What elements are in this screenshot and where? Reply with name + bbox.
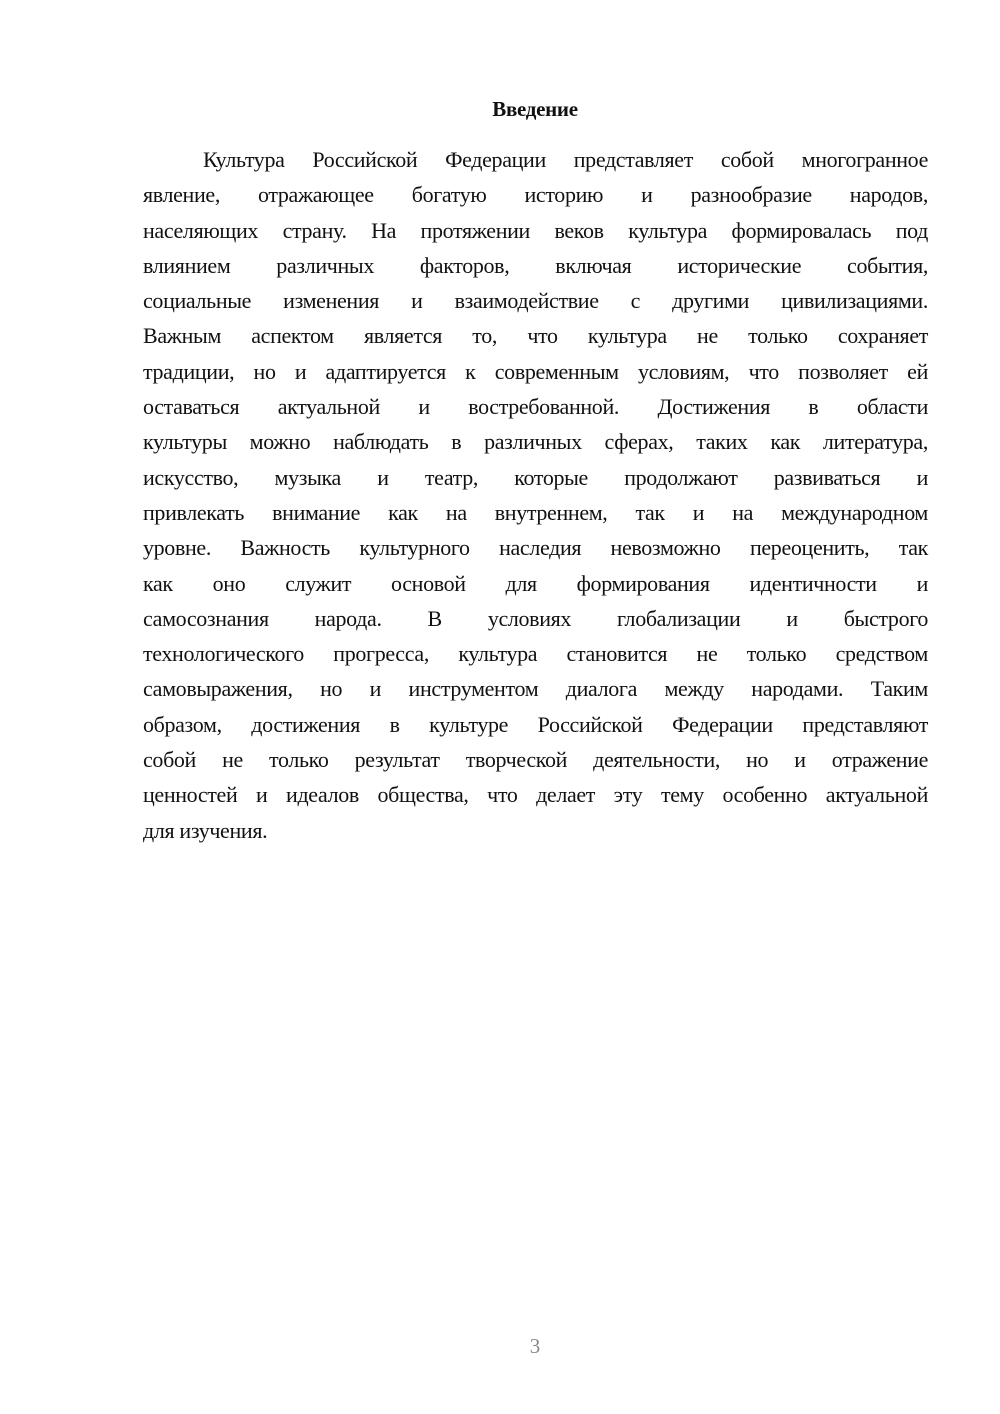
paragraph-line: технологического прогресса, культура становится не только средством: [143, 641, 928, 667]
paragraph-line: Культура Российской Федерации представляет собой многогранное: [203, 147, 928, 172]
page-number: 3: [529, 1334, 541, 1358]
intro-paragraph: [143, 142, 928, 848]
paragraph-line: традиции, но и адаптируется к современным условиям, что позволяет ей: [143, 358, 928, 384]
paragraph-line: влиянием различных факторов, включая исторические события,: [143, 252, 928, 278]
paragraph-line: культуры можно наблюдать в различных сферах, таких как литература,: [143, 429, 928, 455]
paragraph-line: искусство, музыка и театр, которые продолжают развиваться и: [143, 464, 928, 490]
paragraph-line: образом, достижения в культуре Российской Федерации представляют: [143, 711, 928, 737]
paragraph-line: оставаться актуальной и востребованной. Достижения в области: [143, 394, 928, 420]
section-heading: Введение: [492, 97, 578, 121]
paragraph-line: самосознания народа. В условиях глобализации и быстрого: [143, 605, 928, 631]
paragraph-line: для изучения.: [143, 817, 268, 843]
paragraph-line: населяющих страну. На протяжении веков культура формировалась под: [143, 217, 928, 243]
paragraph-line: социальные изменения и взаимодействие с другими цивилизациями.: [143, 288, 928, 314]
paragraph-line: ценностей и идеалов общества, что делает эту тему особенно актуальной: [143, 782, 928, 808]
paragraph-line: как оно служит основой для формирования идентичности и: [143, 570, 928, 596]
paragraph-line: самовыражения, но и инструментом диалога между народами. Таким: [143, 676, 928, 702]
paragraph-line: явление, отражающее богатую историю и разнообразие народов,: [143, 182, 928, 208]
paragraph-line: привлекать внимание как на внутреннем, так и на международном: [143, 499, 928, 525]
paragraph-line: уровне. Важность культурного наследия невозможно переоценить, так: [143, 535, 928, 561]
paragraph-line: Важным аспектом является то, что культура не только сохраняет: [143, 323, 928, 349]
paragraph-line: собой не только результат творческой деятельности, но и отражение: [143, 747, 928, 773]
